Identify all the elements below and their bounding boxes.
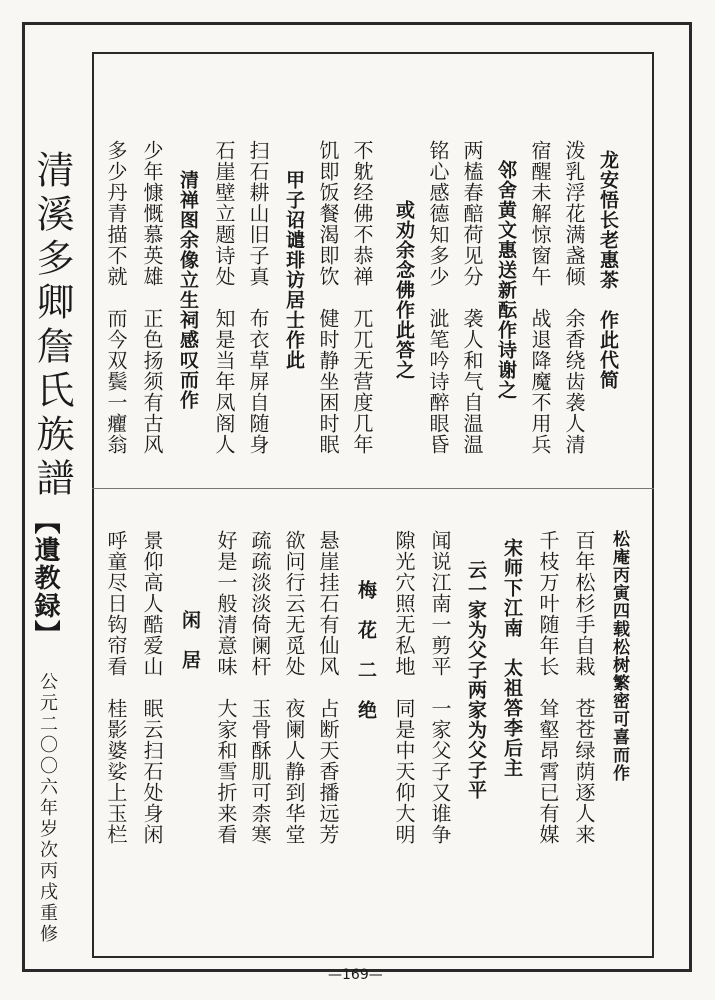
- poem-title: 甲子诏谴琲访居士作此: [283, 170, 305, 370]
- section-label: 【遺教録】: [30, 508, 60, 648]
- poem-line: 隙光穴照无私地 同是中天仰大明: [392, 530, 416, 845]
- poem-line: 饥即饭餐渴即饮 健时静坐困时眠: [316, 140, 340, 455]
- poem-line: 铭心感德知多少 泚笔吟诗醉眼昏: [426, 140, 450, 455]
- poem-line: 泼乳浮花满盏倾 余香绕齿袭人清: [562, 140, 586, 455]
- poem-title: 清禅图余像立生祠感叹而作: [177, 170, 199, 410]
- poem-line: 两榼春醅荷见分 袭人和气自温温: [460, 140, 484, 455]
- poem-title: 松庵丙寅四载松树繁密可喜而作: [609, 530, 629, 782]
- poem-line: 百年松杉手自栽 苍苍绿荫逐人来: [572, 530, 596, 845]
- poem-line: 悬崖挂石有仙风 占断天香播远芳: [316, 530, 340, 845]
- revision-note: 公元二〇〇六年岁次丙戌重修: [37, 672, 58, 945]
- poem-line: 少年慷慨慕英雄 正色扬须有古风: [140, 140, 164, 455]
- poem-line: 多少丹青描不就 而今双鬓一癯翁: [104, 140, 128, 455]
- poem-title: 闲 居: [179, 610, 201, 670]
- poem-line: 疏疏淡淡倚阑杆 玉骨酥肌可柰寒: [248, 530, 272, 845]
- poem-line: 石崖壁立题诗处 知是当年凤阁人: [212, 140, 236, 455]
- page-number: —169—: [328, 967, 383, 983]
- poem-line: 扫石耕山旧子真 布衣草屏自随身: [246, 140, 270, 455]
- section-divider: [92, 488, 654, 489]
- poem-title: 龙安悟长老惠茶 作此代简: [597, 150, 619, 390]
- poem-line: 呼童尽日钩帘看 桂影婆娑上玉栏: [104, 530, 128, 845]
- poem-line: 景仰高人酷爱山 眠云扫石处身闲: [140, 530, 164, 845]
- poem-title: 宋师下江南 太祖答李后主: [501, 538, 523, 778]
- poem-title: 云一家为父子两家为父子平: [465, 560, 487, 800]
- poem-title: 邻舍黄文惠送新酝作诗谢之: [495, 160, 517, 400]
- poem-title: 梅 花 二 绝: [355, 580, 377, 720]
- poem-line: 闻说江南一剪平 一家父子又谁争: [428, 530, 452, 845]
- book-title: 清溪多卿詹氏族譜: [30, 150, 74, 502]
- poem-line: 宿醒未解惊窗午 战退降魔不用兵: [528, 140, 552, 455]
- poem-line: 欲问行云无觅处 夜阑人静到华堂: [282, 530, 306, 845]
- poem-line: 好是一般清意味 大家和雪折来看: [214, 530, 238, 845]
- poem-line: 不躭经佛不恭禅 兀兀无营度几年: [350, 140, 374, 455]
- poem-title: 或劝余念佛作此答之: [393, 200, 415, 380]
- poem-line: 千枝万叶随年长 耸壑昂霄已有媒: [536, 530, 560, 845]
